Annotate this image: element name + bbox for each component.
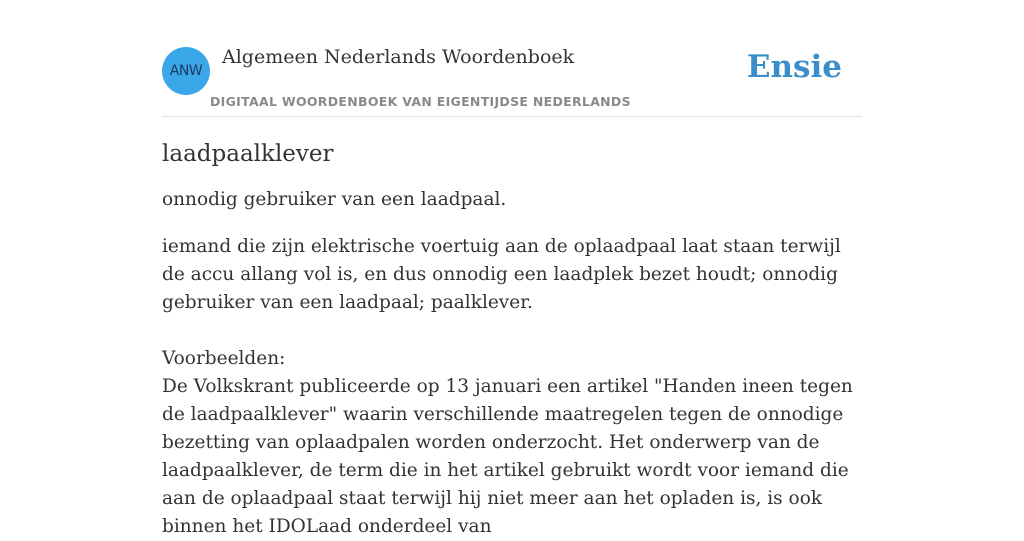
examples-label: Voorbeelden: [162, 348, 286, 369]
anw-logo[interactable]: ANW [162, 47, 210, 95]
example-text: De Volkskrant publiceerde op 13 januari een artikel "Handen ineen tegen de laadpaalklever" waarin verschillende maatregelen tegen de onnodige bezetting van oplaadpalen worden onderzocht. Het onderwerp van de laadpaalklever, de term die in het artikel gebruikt wordt voor iemand die aan de oplaadpaal staat terwijl hij niet meer aan het opladen is, is ook binnen het IDOLaad onderdeel van [162, 376, 853, 537]
long-definition: iemand die zijn elektrische voertuig aan de oplaadpaal laat staan terwijl de accu allang vol is, en dus onnodig een laadplek bezet houdt; onnodig gebruiker van een laadpaal; paalklever. [162, 236, 841, 313]
short-definition: onnodig gebruiker van een laadpaal. [162, 189, 507, 210]
ensie-logo-link[interactable]: Ensie [746, 49, 842, 85]
entry-headword: laadpaalklever [162, 141, 334, 167]
site-header [162, 40, 862, 117]
entry-content [162, 136, 862, 541]
site-title[interactable]: Algemeen Nederlands Woordenboek [222, 46, 575, 68]
site-subtitle: DIGITAAL WOORDENBOEK VAN EIGENTIJDSE NEDERLANDS [210, 94, 631, 109]
